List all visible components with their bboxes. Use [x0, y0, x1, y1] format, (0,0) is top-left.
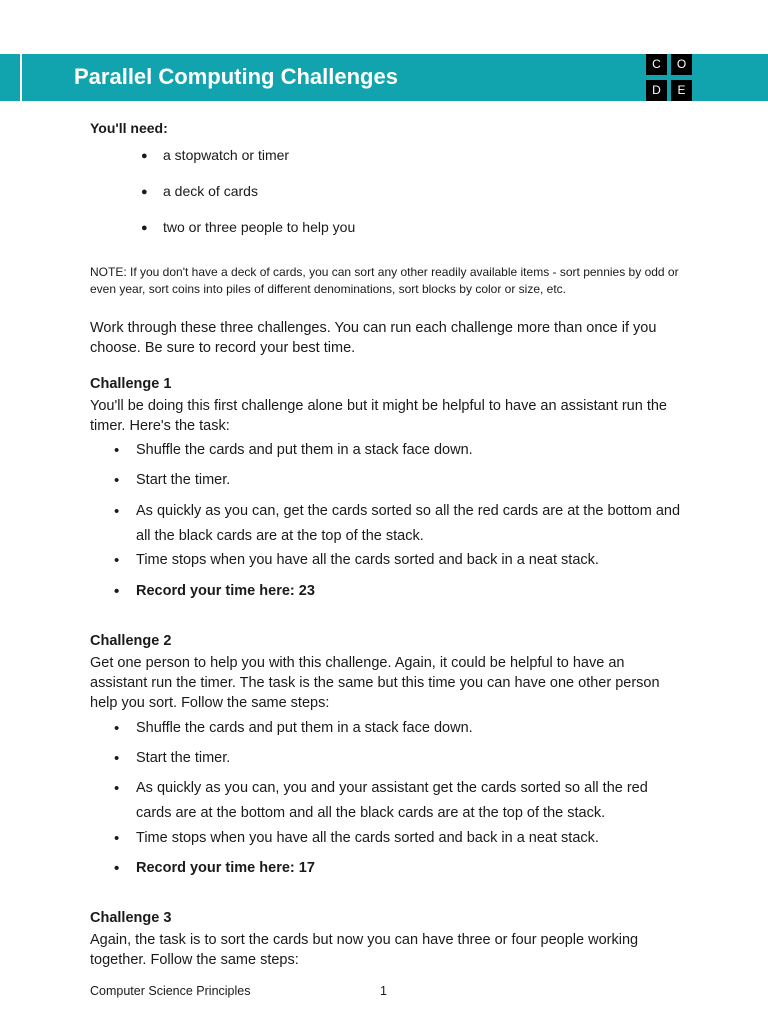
- page-title: Parallel Computing Challenges: [74, 64, 398, 89]
- needs-item: ● two or three people to help you: [163, 219, 355, 235]
- challenge1-step: • Shuffle the cards and put them in a stack face down.: [136, 438, 686, 463]
- needs-item: ● a stopwatch or timer: [163, 147, 289, 163]
- note-text: NOTE: If you don't have a deck of cards, you can sort any other readily available items - sort pennies by odd or even year, sort coins into piles of different denominations, sort blocks by color or size, etc.: [90, 265, 679, 296]
- banner-divider: [20, 54, 22, 101]
- logo-letter: E: [671, 80, 692, 101]
- challenge1-record-time: • Record your time here: 23: [136, 579, 686, 604]
- challenge2-record-time: • Record your time here: 17: [136, 856, 686, 881]
- logo-letter: D: [646, 80, 667, 101]
- challenge1-step: • As quickly as you can, get the cards sorted so all the red cards are at the bottom and all the black cards are at the top of the stack.: [136, 499, 686, 549]
- needs-heading: You'll need:: [90, 120, 168, 136]
- logo-letter: O: [671, 54, 692, 75]
- needs-item: ● a deck of cards: [163, 183, 258, 199]
- challenge2-step: • Shuffle the cards and put them in a stack face down.: [136, 716, 686, 741]
- challenge2-title: Challenge 2: [90, 633, 172, 649]
- challenge1-step: • Time stops when you have all the cards sorted and back in a neat stack.: [136, 548, 686, 573]
- footer-course: Computer Science Principles: [90, 984, 251, 998]
- challenge3-title: Challenge 3: [90, 910, 172, 926]
- challenge2-step: • As quickly as you can, you and your assistant get the cards sorted so all the red cards are at the bottom and all the black cards are at the top of the stack.: [136, 776, 686, 826]
- challenge1-step: • Start the timer.: [136, 468, 686, 493]
- challenge2-step: • Time stops when you have all the cards sorted and back in a neat stack.: [136, 826, 686, 851]
- challenge2-description: Get one person to help you with this challenge. Again, it could be helpful to have an assistant run the timer. The task is the same but this time you can have one other person help you sort. Follow the same steps:: [90, 655, 660, 711]
- challenge1-description: You'll be doing this first challenge alone but it might be helpful to have an assistant run the timer. Here's the task:: [90, 398, 667, 434]
- challenge1-title: Challenge 1: [90, 376, 172, 392]
- challenge3-description: Again, the task is to sort the cards but now you can have three or four people working together. Follow the same steps:: [90, 932, 639, 968]
- code-logo: [646, 54, 692, 101]
- intro-text: Work through these three challenges. You can run each challenge more than once if you choose. Be sure to record your best time.: [90, 320, 657, 356]
- footer-page-number: 1: [380, 984, 387, 998]
- challenge2-step: • Start the timer.: [136, 746, 686, 771]
- logo-letter: C: [646, 54, 667, 75]
